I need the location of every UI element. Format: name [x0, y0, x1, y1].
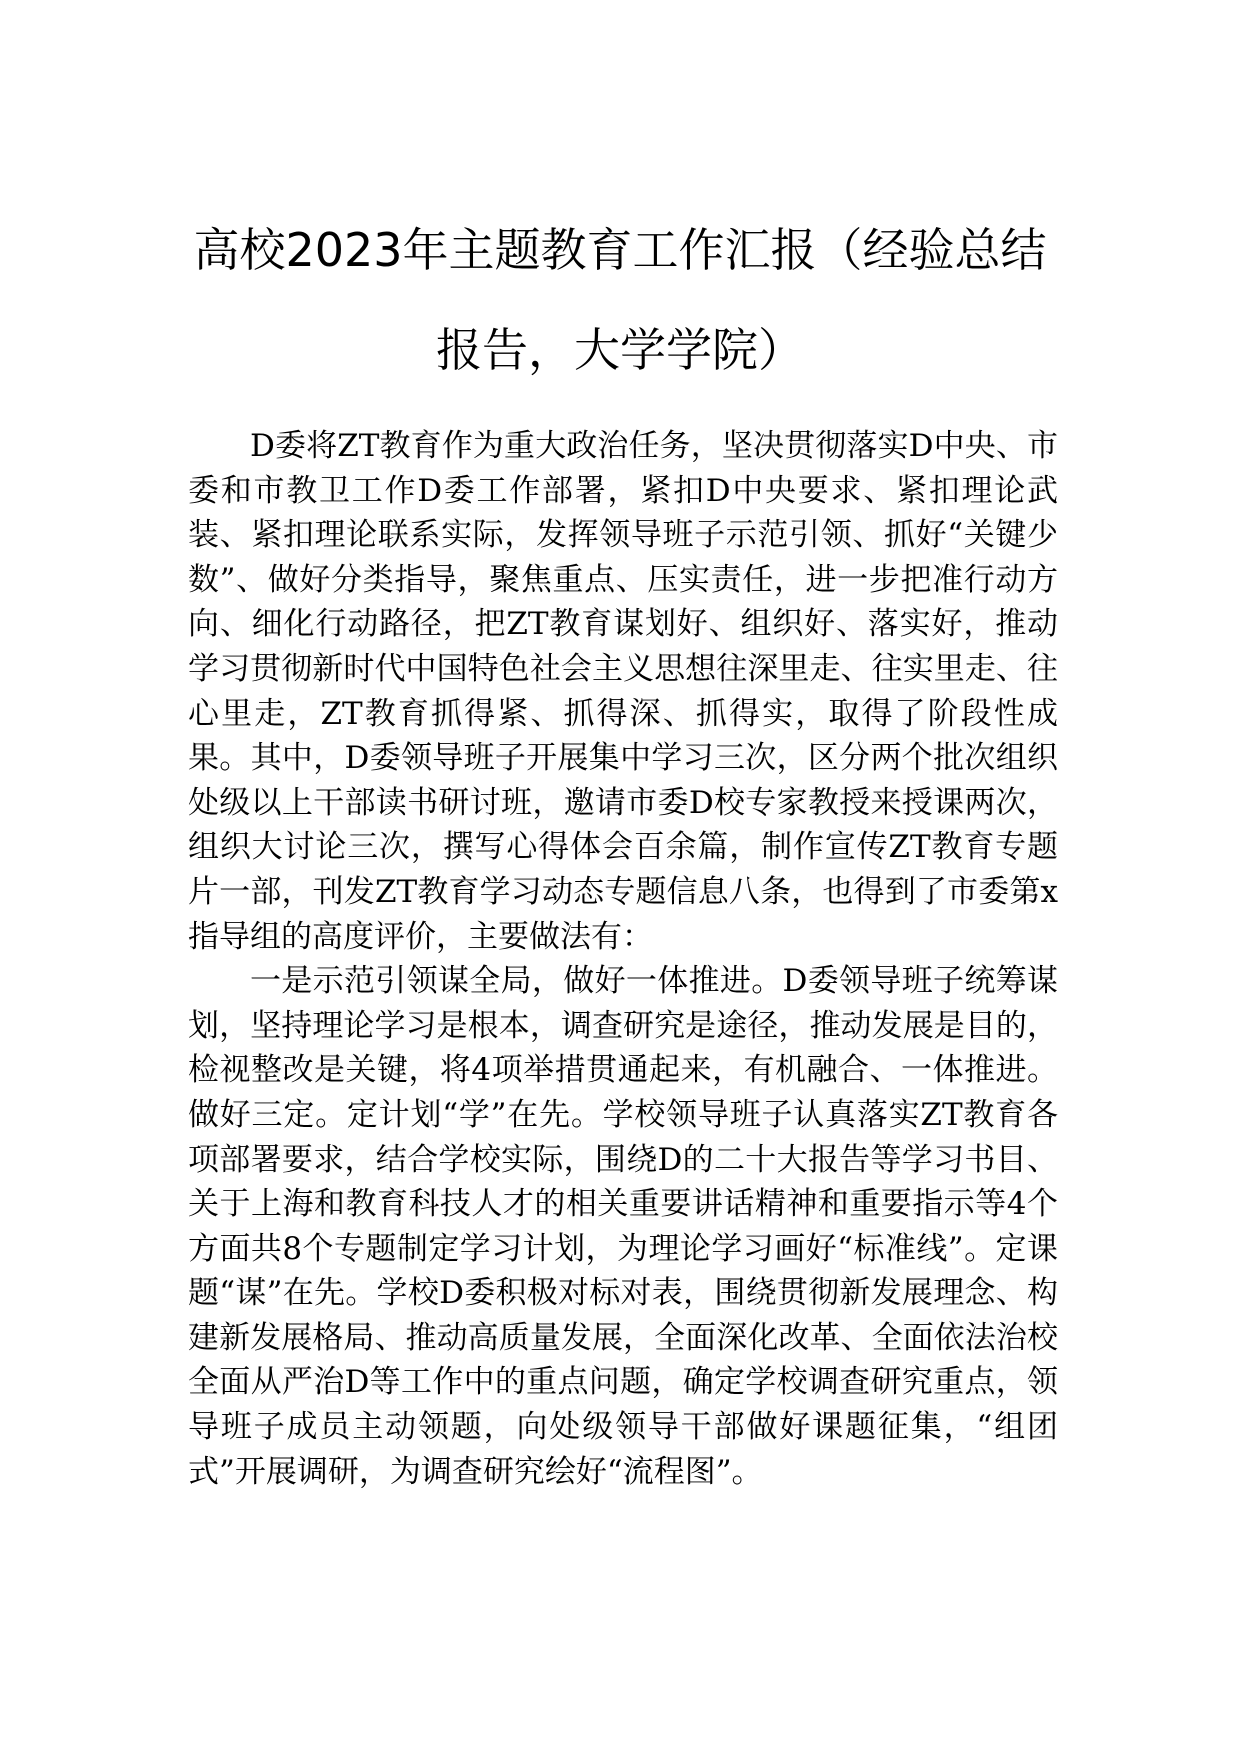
document-body	[188, 424, 1058, 1494]
document-title	[150, 200, 1090, 400]
paragraph-intro: D委将ZT教育作为重大政治任务，坚决贯彻落实D中央、市委和市教卫工作D委工作部署，紧扣D中央要求、紧扣理论武装、紧扣理论联系实际，发挥领导班子示范引领、抓好“关键少数”、做好分类指导，聚焦重点、压实责任，进一步把准行动方向、细化行动路径，把ZT教育谋划好、组织好、落实好，推动学习贯彻新时代中国特色社会主义思想往深里走、往实里走、往心里走，ZT教育抓得紧、抓得深、抓得实，取得了阶段性成果。其中，D委领导班子开展集中学习三次，区分两个批次组织处级以上干部读书研讨班，邀请市委D校专家教授来授课两次，组织大讨论三次，撰写心得体会百余篇，制作宣传ZT教育专题片一部，刊发ZT教育学习动态专题信息八条，也得到了市委第x指导组的高度评价，主要做法有：	[188, 428, 1058, 955]
title-line-2: 报告，大学学院）	[436, 323, 804, 377]
title-line-1: 高校2023年主题教育工作汇报（经验总结	[193, 223, 1047, 277]
paragraph-section-1: 一是示范引领谋全局，做好一体推进。D委领导班子统筹谋划，坚持理论学习是根本，调查研究是途径，推动发展是目的，检视整改是关键，将4项举措贯通起来，有机融合、一体推进。做好三定。定计划“学”在先。学校领导班子认真落实ZT教育各项部署要求，结合学校实际，围绕D的二十大报告等学习书目、关于上海和教育科技人才的相关重要讲话精神和重要指示等4个方面共8个专题制定学习计划，为理论学习画好“标准线”。定课题“谋”在先。学校D委积极对标对表，围绕贯彻新发展理念、构建新发展格局、推动高质量发展，全面深化改革、全面依法治校全面从严治D等工作中的重点问题，确定学校调查研究重点，领导班子成员主动领题，向处级领导干部做好课题征集，“组团式”开展调研，为调查研究绘好“流程图”。	[188, 963, 1058, 1490]
